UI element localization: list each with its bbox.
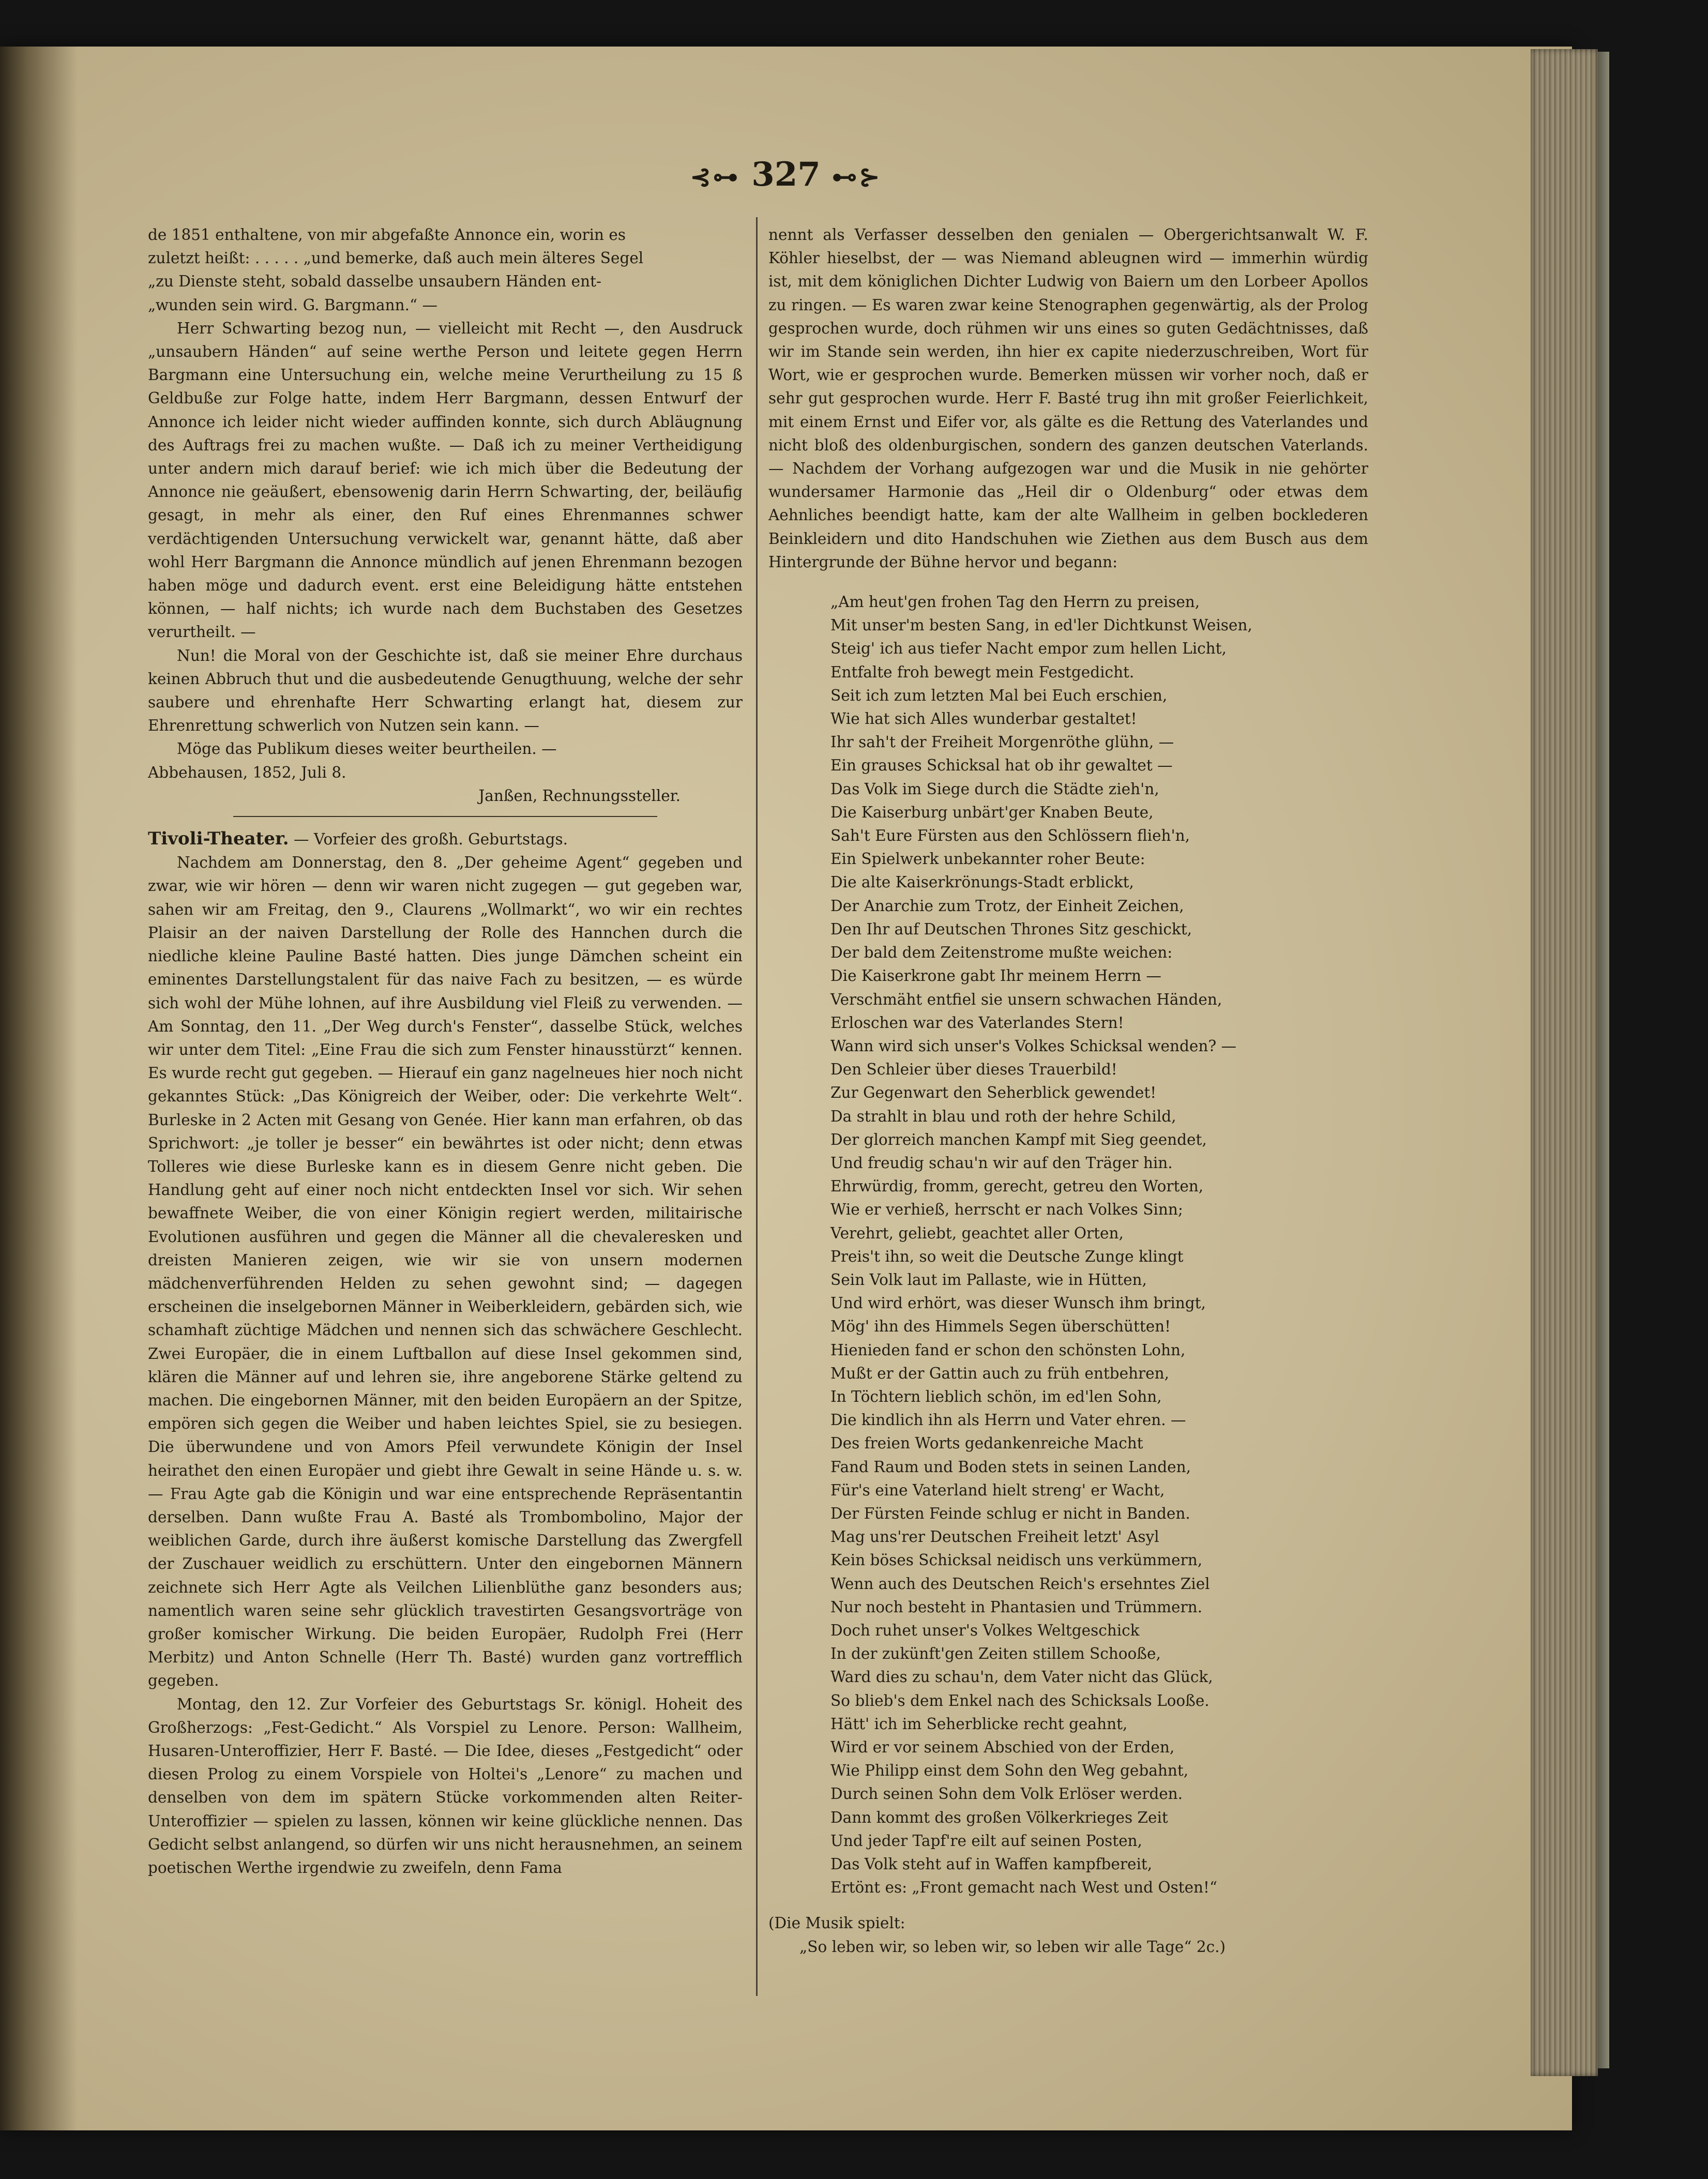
poem-line: Die kindlich ihn als Herrn und Vater ehren. — — [830, 1411, 1186, 1429]
poem-line: Ehrwürdig, fromm, gerecht, getreu den Worten, — [830, 1177, 1204, 1196]
poem-line: Wie hat sich Alles wunderbar gestaltet! — [830, 710, 1137, 728]
column-divider — [756, 217, 758, 1996]
poem-line: Erloschen war des Vaterlandes Stern! — [830, 1013, 1124, 1032]
poem-line: Ertönt es: „Front gemacht nach West und Osten!“ — [830, 1879, 1217, 1897]
signature: Janßen, Rechnungssteller. — [478, 786, 681, 805]
poem-line: Ein grauses Schicksal hat ob ihr gewaltet — — [830, 756, 1173, 775]
poem-line: Für's eine Vaterland hielt streng' er Wacht, — [830, 1481, 1165, 1499]
poem-line: Mög' ihn des Himmels Segen überschütten! — [830, 1318, 1171, 1336]
poem-line: Mag uns'rer Deutschen Freiheit letzt' Asyl — [830, 1528, 1159, 1546]
poem-line: Die Kaiserkrone gabt Ihr meinem Herrn — — [830, 967, 1161, 985]
poem-line: Ward dies zu schau'n, dem Vater nicht das Glück, — [830, 1668, 1213, 1686]
place-date: Abbehausen, 1852, Juli 8. — [148, 763, 346, 781]
page-number: 327 — [751, 155, 821, 194]
paragraph: Nachdem am Donnerstag, den 8. „Der geheime Agent“ gegeben und zwar, wie wir hören — denn wir waren nicht zugegen — gut gegeben war, sahen wir am Freitag, den 9., Claurens „Wollmarkt“, wo wir ein rechtes Plaisir an der naiven Darstellung der Rolle des Hannchen durch die niedliche kleine Pauline Basté hatten. Dies junge Dämchen scheint ein eminentes Darstellungstalent für das naive Fach zu besitzen, — es würde sich wohl der Mühe lohnen, auf ihre Ausbildung viel Fleiß zu verwenden. — Am Sonntag, den 11. „Der Weg durch's Fenster“, dasselbe Stück, welches wir unter dem Titel: „Eine Frau die sich zum Fenster hinausstürzt“ kennen. Es wurde recht gut gegeben. — Hierauf ein ganz nagelneues hier noch nicht gekanntes Stück: „Das Königreich der Weiber, oder: Die verkehrte Welt“. Burleske in 2 Acten mit Gesang von Genée. Hier kann man erfahren, ob das Sprichwort: „je toller je besser“ ein bewährtes ist oder nicht; denn etwas Tolleres wie diese Burleske kann es in diesem Genre nicht geben. Die Handlung geht auf einer noch nicht entdeckten Insel vor sich. Wir sehen bewaffnete Weiber, die von einer Königin regiert werden, militairische Evolutionen ausführen und gegen die Männer all die chevaleresken und dreisten Manieren zeigen, wie wir sie von unsern modernen mädchenverführenden Helden zu sehen gewohnt sind; — dagegen erscheinen die inselgebornen Männer in Weiberkleidern, gebärden sich, wie schamhaft züchtige Mädchen und nennen sich das schwächere Geschlecht. Zwei Europäer, die in einem Luftballon auf diese Insel gekommen sind, klären die Männer auf und lehren sie, ihre angeborene Stärke geltend zu machen. Die eingebornen Männer, mit den beiden Europäern an der Spitze, empören sich gegen die Weiber und haben leichtes Spiel, sie zu besiegen. Die überwundene und von Amors Pfeil verwundete Königin der Insel heirathet den einen Europäer und giebt ihre Gewalt in seine Hände u. s. w. — Frau Agte gab die Königin und war eine entsprechende Repräsentantin derselben. Dann wußte Frau A. Basté als Trombombolino, Major der weiblichen Garde, durch ihre äußerst komische Darstellung das Zwergfell der Zuschauer weidlich zu erschüttern. Unter den eingebornen Männern zeichnete sich Herr Agte als Veilchen Lilienblüthe ganz besonders aus; namentlich waren seine sehr glücklich travestirten Gesangsvorträge von großer komischer Wirkung. Die beiden Europäer, Rudolph Frei (Herr Merbitz) und Anton Schnelle (Herr Th. Basté) wurden ganz vortrefflich gegeben. — [148, 854, 743, 1690]
music-intro: (Die Musik spielt: — [768, 1914, 905, 1932]
section-heading: Tivoli-Theater. — [148, 828, 289, 850]
binding-edge — [1598, 52, 1609, 2068]
poem-line: Durch seinen Sohn dem Volk Erlöser werden. — [830, 1785, 1183, 1803]
paragraph: Möge das Publikum dieses weiter beurtheilen. — — [177, 740, 557, 758]
section-subtitle: — Vorfeier des großh. Geburtstags. — [294, 830, 568, 849]
poem-line: Zur Gegenwart den Seherblick gewendet! — [830, 1084, 1157, 1102]
poem-line: Das Volk im Siege durch die Städte zieh'n, — [830, 780, 1159, 798]
intro-line: zuletzt heißt: . . . . . „und bemerke, daß auch mein älteres Segel — [148, 249, 644, 267]
poem-line: Kein böses Schicksal neidisch uns verkümmern, — [830, 1551, 1203, 1569]
poem-line: Ein Spielwerk unbekannter roher Beute: — [830, 850, 1145, 868]
poem-line: Ihr sah't der Freiheit Morgenröthe glühn, — — [830, 733, 1174, 751]
poem-line: In Töchtern lieblich schön, im ed'len Sohn, — [830, 1387, 1162, 1405]
poem-line: Die alte Kaiserkrönungs-Stadt erblickt, — [830, 873, 1134, 891]
poem-line: Da strahlt in blau und roth der hehre Schild, — [830, 1107, 1176, 1125]
poem-line: Den Ihr auf Deutschen Thrones Sitz geschickt, — [830, 920, 1192, 938]
poem — [830, 591, 1368, 1899]
page-edges — [1531, 49, 1598, 2076]
poem-line: Hienieden fand er schon den schönsten Lohn, — [830, 1341, 1186, 1359]
intro-lines — [148, 223, 743, 317]
music-note — [768, 1912, 1368, 1958]
page-header — [0, 155, 1572, 194]
poem-line: Wie Philipp einst dem Sohn den Weg gebahnt, — [830, 1762, 1189, 1780]
poem-line: Mußt er der Gattin auch zu früh entbehren, — [830, 1364, 1169, 1382]
ornament-left-icon: ⊰⊶ — [690, 162, 740, 192]
ornament-right-icon: ⊷⊱ — [832, 162, 882, 192]
paragraph: Herr Schwarting bezog nun, — vielleicht mit Recht —, den Ausdruck „unsaubern Händen“ auf seine werthe Person und leitete gegen Herrn Bargmann eine Untersuchung ein, welche meine Verurtheilung zu 15 ß Geldbuße zur Folge hatte, indem Herr Bargmann, dessen Entwurf der Annonce ich leider nicht wieder auffinden konnte, sich durch Abläugnung des Auftrags frei zu machen wußte. — Daß ich zu meiner Vertheidigung unter andern mich darauf berief: wie ich mich über die Bedeutung der Annonce nie geäußert, ebensowenig darin Herrn Schwarting, der, beiläufig gesagt, in mehr als einer, den Ruf eines Ehrenmannes schwer verdächtigenden Untersuchung verwickelt war, genannt hätte, daß aber wohl Herr Bargmann die Annonce mündlich auf jenen Ehrenmann bezogen haben möge und dadurch event. erst eine Beleidigung hätte entstehen können, — half nichts; ich wurde nach dem Buchstaben des Gesetzes verurtheilt. — — [148, 319, 743, 641]
paragraph: Montag, den 12. Zur Vorfeier des Geburtstags Sr. königl. Hoheit des Großherzogs: „Fest-Gedicht.“ Als Vorspiel zu Lenore. Person: Wallheim, Husaren-Unteroffizier, Herr F. Basté. — Die Idee, dieses „Festgedicht“ oder diesen Prolog zu einem Vorspiele von Holtei's „Lenore“ zu machen und denselben von dem im spätern Stücke vorkommenden alten Reiter-Unteroffizier — spielen zu lassen, können wir keine glückliche nennen. Das Gedicht selbst anlangend, so dürfen wir uns nicht herausnehmen, an seinem poetischen Werthe irgendwie zu zweifeln, denn Fama — [148, 1695, 743, 1877]
poem-line: So blieb's dem Enkel nach des Schicksals Looße. — [830, 1691, 1210, 1709]
poem-line: Die Kaiserburg unbärt'ger Knaben Beute, — [830, 803, 1154, 821]
poem-line: Mit unser'm besten Sang, in ed'ler Dichtkunst Weisen, — [830, 616, 1252, 634]
poem-line: Hätt' ich im Seherblicke recht geahnt, — [830, 1715, 1128, 1733]
poem-line: Seit ich zum letzten Mal bei Euch erschien, — [830, 686, 1168, 704]
poem-line: Preis't ihn, so weit die Deutsche Zunge klingt — [830, 1247, 1184, 1265]
poem-line: Doch ruhet unser's Volkes Weltgeschick — [830, 1621, 1140, 1639]
intro-line: de 1851 enthaltene, von mir abgefaßte Annonce ein, worin es — [148, 226, 626, 244]
poem-line: Den Schleier über dieses Trauerbild! — [830, 1061, 1117, 1079]
poem-line: Dann kommt des großen Völkerkrieges Zeit — [830, 1808, 1168, 1826]
poem-line: Des freien Worts gedankenreiche Macht — [830, 1434, 1143, 1452]
section-rule — [233, 816, 657, 817]
poem-line: Wie er verhieß, herrscht er nach Volkes Sinn; — [830, 1201, 1183, 1219]
poem-line: Nur noch besteht in Phantasien und Trümmern. — [830, 1598, 1202, 1616]
poem-line: Der glorreich manchen Kampf mit Sieg geendet, — [830, 1130, 1207, 1148]
poem-line: Fand Raum und Boden stets in seinen Landen, — [830, 1458, 1191, 1476]
music-line: „So leben wir, so leben wir, so leben wir alle Tage“ 2c.) — [799, 1938, 1226, 1956]
poem-line: Verschmäht entfiel sie unsern schwachen Händen, — [830, 990, 1222, 1008]
poem-line: Sah't Eure Fürsten aus den Schlössern flieh'n, — [830, 827, 1190, 845]
page-gutter — [0, 47, 78, 2130]
poem-line: Das Volk steht auf in Waffen kampfbereit, — [830, 1855, 1153, 1873]
poem-line: Wird er vor seinem Abschied von der Erden, — [830, 1738, 1175, 1756]
intro-line: „wunden sein wird. G. Bargmann.“ — — [148, 296, 437, 314]
poem-line: Verehrt, geliebt, geachtet aller Orten, — [830, 1224, 1124, 1242]
poem-line: Entfalte froh bewegt mein Festgedicht. — [830, 663, 1135, 681]
paragraph: Nun! die Moral von der Geschichte ist, daß sie meiner Ehre durchaus keinen Abbruch thut und die ausbedeutende Genugthuung, welche der sehr saubere und ehrenhafte Herr Schwarting erlangt hat, diesem zur Ehrenrettung schwerlich von Nutzen sein kann. — — [148, 646, 743, 735]
right-column — [768, 223, 1368, 1959]
poem-line: Steig' ich aus tiefer Nacht empor zum hellen Licht, — [830, 640, 1227, 658]
tivoli-heading-line — [148, 827, 743, 851]
poem-line: Sein Volk laut im Pallaste, wie in Hütten, — [830, 1270, 1147, 1289]
paragraph: nennt als Verfasser desselben den genialen — Obergerichtsanwalt W. F. Köhler hieselbst, der — was Niemand ableugnen wird — immerhin würdig ist, mit dem königlichen Dichter Ludwig von Baiern um den Lorbeer Apollos zu ringen. — Es waren zwar keine Stenographen gegenwärtig, als der Prolog gesprochen wurde, doch rühmen wir uns eines so guten Gedächtnisses, daß wir im Stande sein werden, ihn hier ex capite niederzuschreiben, Wort für Wort, wie er gesprochen wurde. Bemerken müssen wir vorher noch, daß er sehr gut gesprochen wurde. Herr F. Basté trug ihn mit großer Feierlichkeit, mit einem Ernst und Eifer vor, als gälte es die Rettung des Vaterlandes und nicht bloß des oldenburgischen, sondern des ganzen deutschen Vaterlands. — Nachdem der Vorhang aufgezogen war und die Musik in nie gehörter wundersamer Harmonie das „Heil dir o Oldenburg“ oder etwas dem Aehnliches beendigt hatte, kam der alte Wallheim in gelben bocklederen Beinkleidern und dito Handschuhen wie Ziethen aus dem Busch aus dem Hintergrunde der Bühne hervor und begann: — [768, 226, 1368, 571]
poem-line: Wenn auch des Deutschen Reich's ersehntes Ziel — [830, 1575, 1210, 1593]
poem-line: Wann wird sich unser's Volkes Schicksal wenden? — — [830, 1037, 1237, 1055]
left-column — [148, 223, 743, 1880]
poem-line: Der Fürsten Feinde schlug er nicht in Banden. — [830, 1504, 1190, 1522]
poem-line: In der zukünft'gen Zeiten stillem Schooße, — [830, 1645, 1161, 1663]
poem-line: „Am heut'gen frohen Tag den Herrn zu preisen, — [830, 593, 1200, 611]
poem-line: Und jeder Tapf're eilt auf seinen Posten, — [830, 1832, 1142, 1850]
poem-line: Und freudig schau'n wir auf den Träger hin. — [830, 1154, 1173, 1172]
poem-line: Und wird erhört, was dieser Wunsch ihm bringt, — [830, 1294, 1206, 1312]
poem-line: Der bald dem Zeitenstrome mußte weichen: — [830, 944, 1173, 962]
intro-line: „zu Dienste steht, sobald dasselbe unsaubern Händen ent- — [148, 273, 601, 291]
poem-line: Der Anarchie zum Trotz, der Einheit Zeichen, — [830, 897, 1184, 915]
